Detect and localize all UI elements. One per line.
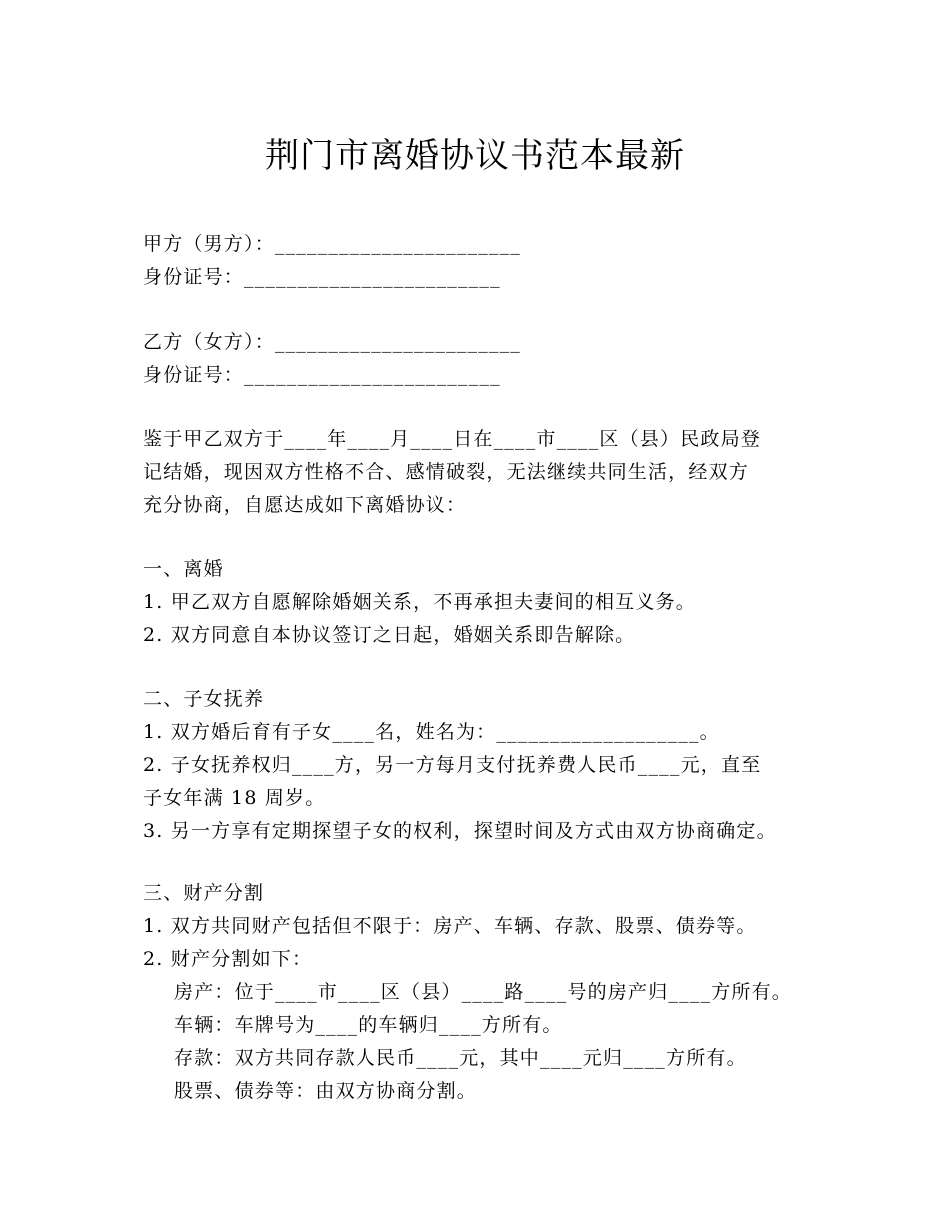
party-a-name-line: 甲方（男方）：_______________________ — [143, 233, 522, 255]
preamble-line: 记结婚，现因双方性格不合、感情破裂，无法继续共同生活，经双方 — [143, 461, 750, 483]
section-heading-divorce: 一、离婚 — [143, 558, 224, 580]
property-sub-item: 房产：位于____市____区（县）____路____号的房产归____方所有。 — [174, 981, 793, 1003]
clause-item: 3. 另一方享有定期探望子女的权利，探望时间及方式由双方协商确定。 — [143, 820, 777, 842]
property-sub-item: 车辆：车牌号为____的车辆归____方所有。 — [174, 1014, 563, 1036]
preamble-line: 充分协商，自愿达成如下离婚协议： — [143, 494, 467, 516]
section-heading-child-custody: 二、子女抚养 — [143, 688, 265, 710]
clause-item: 2. 双方同意自本协议签订之日起，婚姻关系即告解除。 — [143, 624, 636, 646]
clause-item: 1. 甲乙双方自愿解除婚姻关系，不再承担夫妻间的相互义务。 — [143, 591, 696, 613]
clause-item: 1. 双方共同财产包括但不限于：房产、车辆、存款、股票、债券等。 — [143, 915, 757, 937]
clause-item: 2. 财产分割如下： — [143, 948, 313, 970]
party-b-id-line: 身份证号：________________________ — [143, 364, 501, 386]
party-b-name-line: 乙方（女方）：_______________________ — [143, 331, 522, 353]
clause-item: 2. 子女抚养权归____方，另一方每月支付抚养费人民币____元，直至 — [143, 754, 762, 776]
party-a-id-line: 身份证号：________________________ — [143, 266, 501, 288]
preamble-line: 鉴于甲乙双方于____年____月____日在____市____区（县）民政局登 — [143, 428, 762, 450]
property-sub-item: 股票、债券等：由双方协商分割。 — [174, 1080, 478, 1102]
clause-item: 1. 双方婚后育有子女____名，姓名为：___________________。 — [143, 721, 720, 743]
page-title: 荆门市离婚协议书范本最新 — [265, 136, 685, 176]
clause-item-continuation: 子女年满 18 周岁。 — [143, 787, 326, 809]
property-sub-item: 存款：双方共同存款人民币____元，其中____元归____方所有。 — [174, 1047, 747, 1069]
section-heading-property-division: 三、财产分割 — [143, 882, 265, 904]
